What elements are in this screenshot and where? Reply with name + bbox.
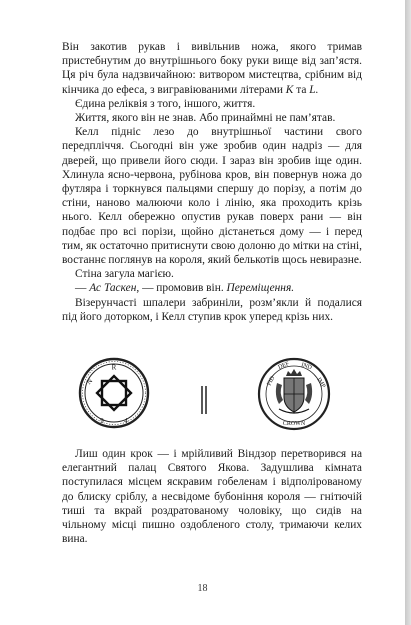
coin-legend: FID <box>266 375 277 387</box>
coin-illustration-row <box>0 345 405 445</box>
double-bar-separator <box>199 386 209 414</box>
coin-letter: 9 <box>100 417 104 425</box>
paragraph: Келл підніс лезо до внутрішньої частини свого передпліччя. Сьогодні він уже зробив один надріз — для дверей, що привели його сюди. І зараз він зробив іще один. Хлинула ясно-червона, рубінова кров, він повернув ножа до футляра і торкнувся пальцями спершу до порізу, а потім до стіни, наново малюючи коло і лінію, яка проходить крізь нього. Келл обережно опустив рукав поверх рани — він подбає про всі порізи, щойно дістанеться дому — і перед тим, як остаточно притиснути свою долоню до мітки на стіні, востаннє поглянув на короля, який белькотів щось невиразне. <box>62 126 362 267</box>
coin-letter: N <box>84 376 95 387</box>
body-text-bottom <box>62 447 362 546</box>
paragraph: — Ас Таскен, — промовив він. Переміщення. <box>75 282 295 295</box>
page-edge-shadow <box>405 0 411 625</box>
paragraph: Стіна загула магією. <box>75 268 174 281</box>
red-london-coin-illustration <box>78 357 150 429</box>
paragraph: Лиш один крок — і мрійливий Віндзор перетворився на елегантний палац Святого Якова. Задушлива кімната поступилася місцем яскравим гобеленам і відполірованому до блиску сріблу, а несвідоме бубоніння короля — гнітючій тиші та вкрай роздратованому чоловіку, що сидів на чільному місці пишно оздобленого столу, тримаючи келих вина. <box>62 448 362 546</box>
coin-legend: IMP <box>315 376 327 390</box>
body-text-top <box>62 40 362 324</box>
paragraph: Візерунчасті шпалери забриніли, розм’якли й подалися під його доторком, і Келл ступив крок уперед крізь них. <box>62 296 362 323</box>
paragraph: Він закотив рукав і вивільнив ножа, якого тримав пристебнутим до внутрішнього боку руки вище від зап’ястя. Ця річ була надзвичайною: витвором мистецтва, срібним від кінчика до ефеса, з вигравіюваними літерами K та L. <box>62 41 362 96</box>
paragraph: Єдина реліквія з того, іншого, життя. <box>75 97 256 110</box>
royal-crest-icon <box>276 369 312 413</box>
crown-coin-illustration <box>257 357 331 431</box>
coin-legend: IND <box>300 362 313 372</box>
coin-legend: DEF <box>277 361 291 371</box>
coin-legend: CROWN <box>282 421 306 427</box>
coin-letter: 4 <box>124 417 128 425</box>
coin-letter: R <box>111 363 117 372</box>
page-number: 18 <box>197 583 208 594</box>
paragraph: Життя, якого він не знав. Або принаймні не пам’ятав. <box>75 112 336 125</box>
